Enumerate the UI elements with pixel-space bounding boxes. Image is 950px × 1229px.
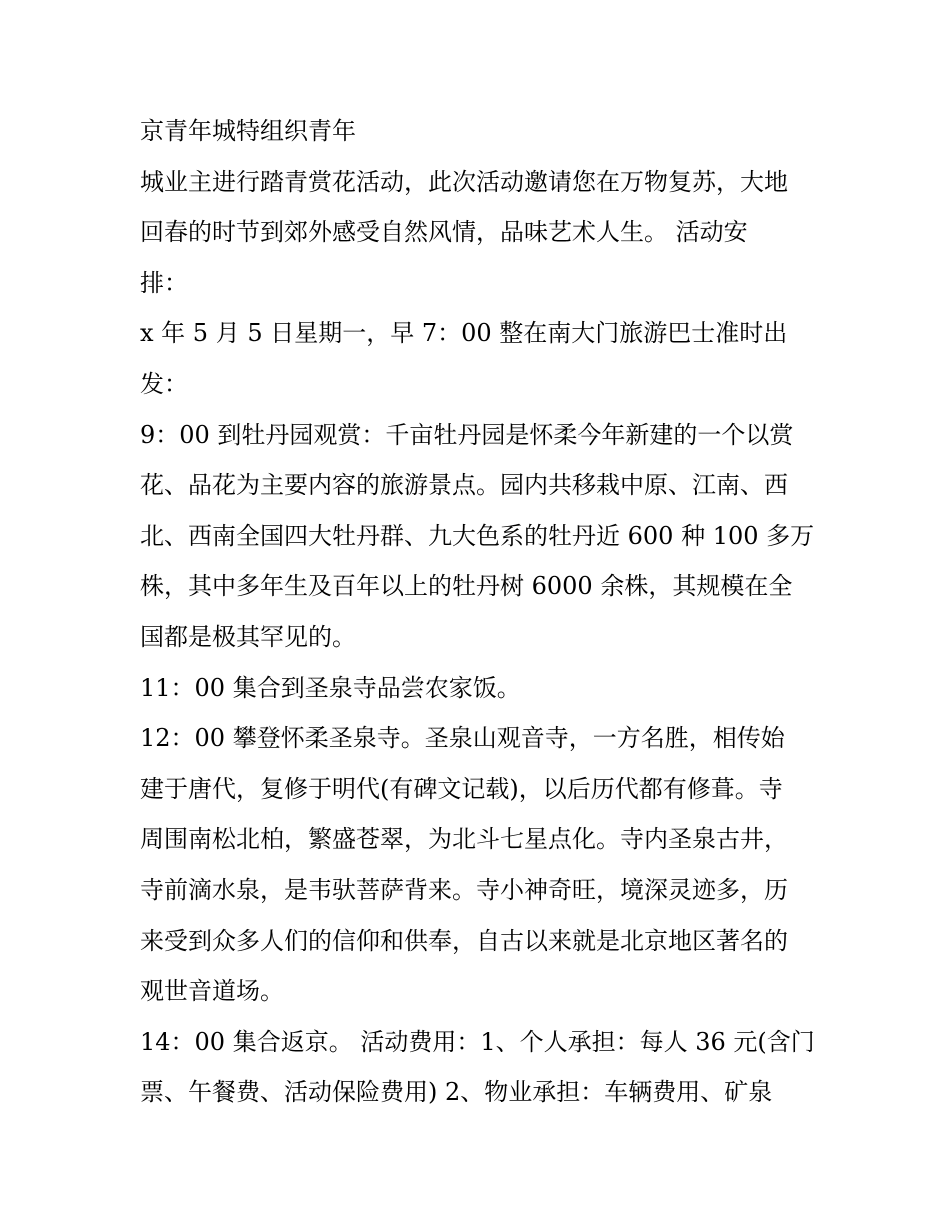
text-line: 观世音道场。 — [140, 977, 284, 1006]
text-line: 来受到众多人们的信仰和供奉，自古以来就是北京地区著名的 — [140, 926, 788, 955]
text-line: 国都是极其罕见的。 — [140, 622, 356, 651]
text-line: 排： — [140, 268, 188, 297]
text-line: 12：00 攀登怀柔圣泉寺。圣泉山观音寺，一方名胜，相传始 — [140, 724, 785, 753]
text-line: x 年 5 月 5 日星期一，早 7：00 整在南大门旅游巴士准时出 — [140, 319, 788, 348]
text-line: 建于唐代，复修于明代(有碑文记载)，以后历代都有修葺。寺 — [140, 774, 783, 803]
text-line: 发： — [140, 369, 188, 398]
text-line: 周围南松北柏，繁盛苍翠，为北斗七星点化。寺内圣泉古井， — [140, 825, 788, 854]
text-line: 票、午餐费、活动保险费用) 2、物业承担：车辆费用、矿泉 — [140, 1078, 773, 1107]
text-line: 株，其中多年生及百年以上的牡丹树 6000 余株，其规模在全 — [140, 572, 793, 601]
document-body — [140, 106, 820, 1118]
text-line: 寺前滴水泉，是韦驮菩萨背来。寺小神奇旺，境深灵迹多，历 — [140, 875, 788, 904]
text-line: 回春的时节到郊外感受自然风情，品味艺术人生。 活动安 — [140, 218, 748, 247]
text-line: 9：00 到牡丹园观赏：千亩牡丹园是怀柔今年新建的一个以赏 — [140, 420, 794, 449]
text-line: 北、西南全国四大牡丹群、九大色系的牡丹近 600 种 100 多万 — [140, 521, 815, 550]
text-line: 14：00 集合返京。 活动费用：1、个人承担：每人 36 元(含门 — [140, 1027, 815, 1056]
text-line: 京青年城特组织青年 — [140, 117, 356, 145]
text-line: 城业主进行踏青赏花活动，此次活动邀请您在万物复苏，大地 — [140, 167, 788, 196]
text-line: 11：00 集合到圣泉寺品尝农家饭。 — [140, 673, 521, 702]
text-line: 花、品花为主要内容的旅游景点。园内共移栽中原、江南、西 — [140, 471, 788, 500]
